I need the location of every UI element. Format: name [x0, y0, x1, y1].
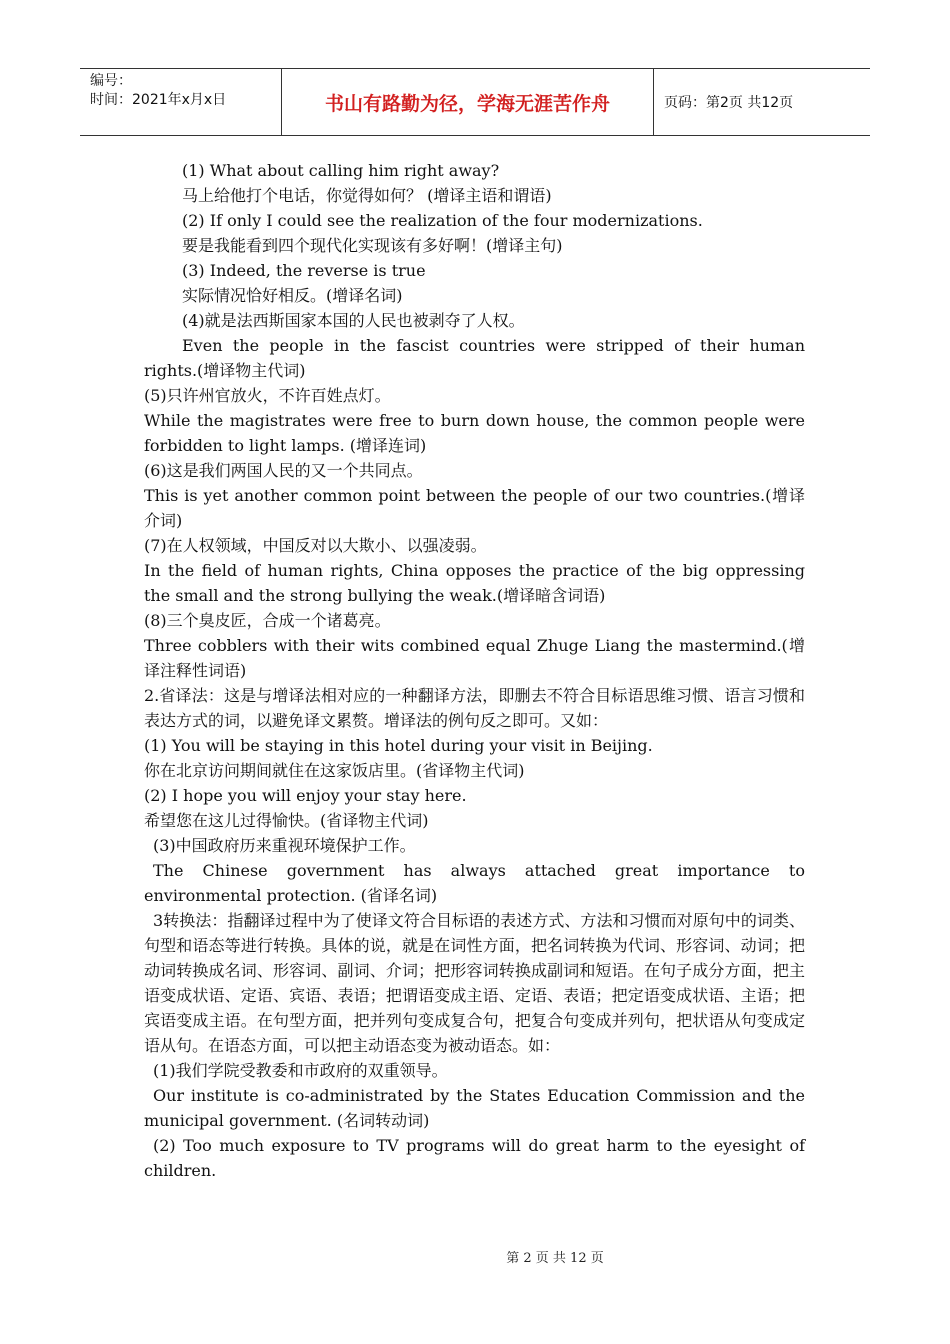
example-sentence: (8)三个臭皮匠，合成一个诸葛亮。: [144, 611, 391, 630]
header-motto: 书山有路勤为径，学海无涯苦作舟: [282, 69, 654, 135]
example-translation: Three cobblers with their wits combined equal Zhuge Liang the mastermind.(增译注释性词语): [144, 636, 806, 680]
section-conversion: 3转换法：指翻译过程中为了使译文符合目标语的表述方式、方法和习惯而对原句中的词类、句型和语态等进行转换。具体的说，就是在词性方面，把名词转换为代词、形容词、动词；把动词转换成名词、形容词、副词、介词；把形容词转换成副词和短语。在句子成分方面，把主语变成状语、定语、宾语、表语；把谓语变成主语、定语、表语；把定语变成状语、主语；把宾语变成主语。在句型方面，把并列句变成复合句，把复合句变成并列句，把状语从句变成定语从句。在语态方面，可以把主动语态变为被动语态。如：: [144, 911, 805, 1055]
example-translation: In the field of human rights, China opposes the practice of the big oppressing the small and the strong bullying the weak.(增译暗含词语): [144, 561, 805, 605]
example-sentence: (1)我们学院受教委和市政府的双重领导。: [153, 1061, 448, 1080]
example-translation: Our institute is co-administrated by the States Education Commission and the municipal government. (名词转动词): [144, 1086, 805, 1130]
page-header: [80, 68, 870, 136]
example-sentence: (2) Too much exposure to TV programs will do great harm to the eyesight of children.: [144, 1136, 805, 1180]
example-translation: The Chinese government has always attached great importance to environmental protection. (省译名词): [144, 861, 805, 905]
example-translation: Even the people in the fascist countries were stripped of their human rights.(增译物主代词): [144, 336, 805, 380]
header-page-info: 页码：第2页 共12页: [664, 95, 794, 111]
example-translation: This is yet another common point between the people of our two countries.(增译介词): [144, 486, 805, 530]
example-translation: While the magistrates were free to burn down house, the common people were forbidden to light lamps. (增译连词): [144, 411, 805, 455]
example-sentence: (3) Indeed, the reverse is true: [182, 261, 426, 280]
example-sentence: (5)只许州官放火，不许百姓点灯。: [144, 386, 391, 405]
example-sentence: (1) You will be staying in this hotel during your visit in Beijing.: [144, 736, 653, 755]
example-sentence: (4)就是法西斯国家本国的人民也被剥夺了人权。: [182, 311, 525, 330]
footer-page-number: 第 2 页 共 12 页: [506, 1251, 604, 1266]
section-omission: 2.省译法：这是与增译法相对应的一种翻译方法，即删去不符合目标语思维习惯、语言习惯和表达方式的词，以避免译文累赘。增译法的例句反之即可。又如：: [144, 686, 805, 730]
example-translation: 希望您在这儿过得愉快。(省译物主代词): [144, 811, 429, 830]
example-translation: 实际情况恰好相反。(增译名词): [182, 286, 403, 305]
example-sentence: (3)中国政府历来重视环境保护工作。: [153, 836, 416, 855]
example-translation: 你在北京访问期间就住在这家饭店里。(省译物主代词): [144, 761, 525, 780]
example-translation: 要是我能看到四个现代化实现该有多好啊！(增译主句): [182, 236, 563, 255]
example-sentence: (7)在人权领域，中国反对以大欺小、以强凌弱。: [144, 536, 487, 555]
document-number: 编号：: [90, 73, 132, 89]
example-sentence: (6)这是我们两国人民的又一个共同点。: [144, 461, 423, 480]
page-footer: [0, 1247, 950, 1266]
header-meta: [80, 69, 282, 135]
document-body: [144, 158, 805, 1183]
document-time: 时间：2021年x月x日: [90, 92, 227, 108]
example-translation: 马上给他打个电话，你觉得如何？ (增译主语和谓语): [182, 186, 552, 205]
example-sentence: (2) I hope you will enjoy your stay here.: [144, 786, 467, 805]
example-sentence: (2) If only I could see the realization of the four modernizations.: [182, 211, 703, 230]
example-sentence: (1) What about calling him right away?: [182, 161, 500, 180]
